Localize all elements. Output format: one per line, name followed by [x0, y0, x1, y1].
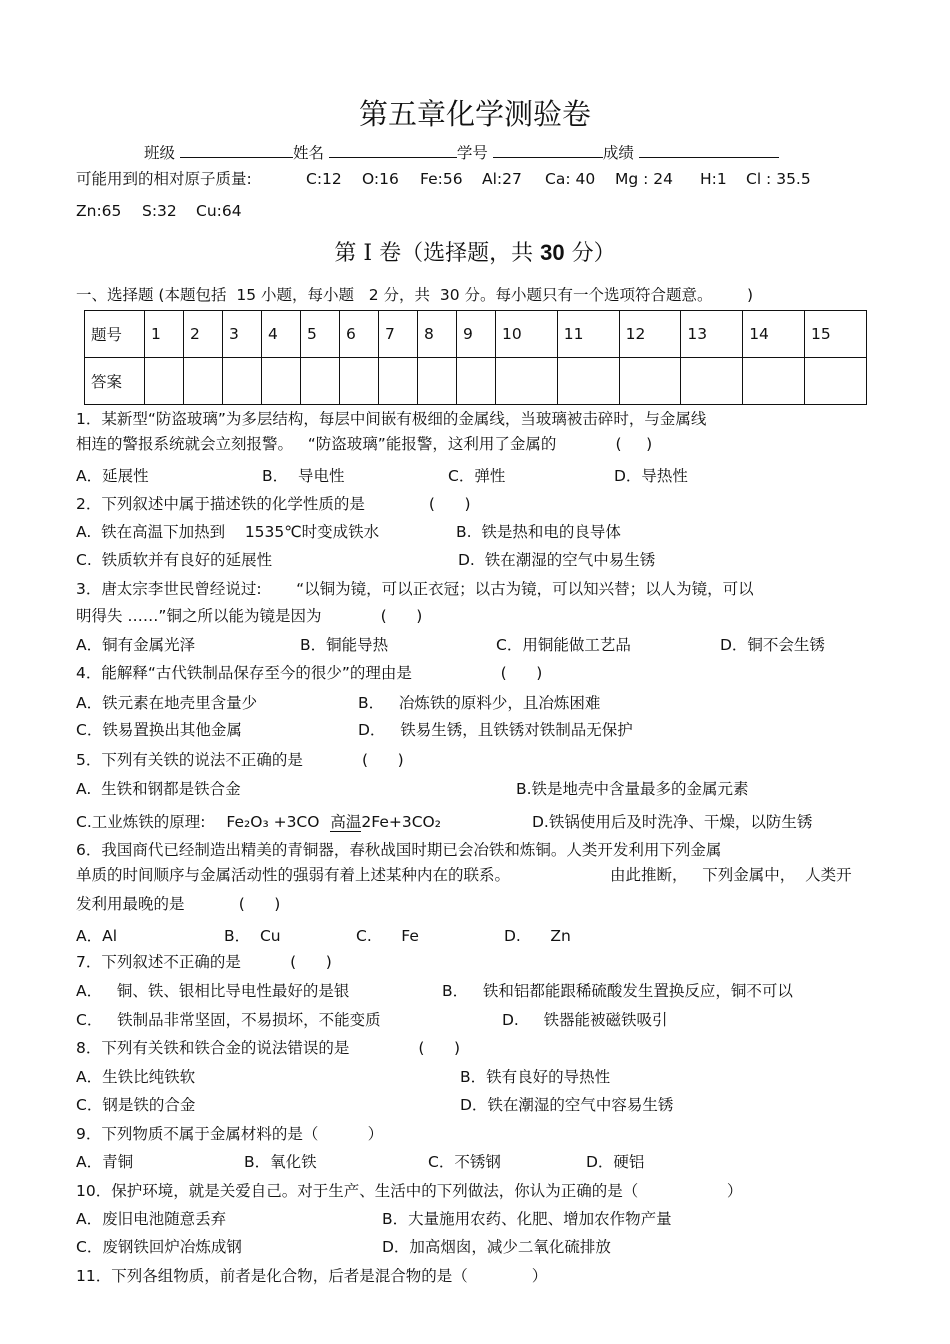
- q7-option-a[interactable]: A． 铜、铁、银相比导电性最好的是银: [76, 982, 350, 1000]
- q3-option-c[interactable]: C．用铜能做工艺品: [496, 636, 631, 654]
- question-number-cell: 6: [340, 311, 379, 358]
- q4-stem: 4．能解释“古代铁制品保存至今的很少”的理由是 ( ): [76, 664, 543, 682]
- q5-option-b[interactable]: B.铁是地壳中含量最多的金属元素: [516, 780, 749, 798]
- header-fields: [144, 142, 779, 163]
- q4-option-b[interactable]: B． 冶炼铁的原料少，且冶炼困难: [358, 694, 601, 712]
- q9-option-b[interactable]: B．氧化铁: [244, 1153, 317, 1171]
- row-label-answer: 答案: [85, 358, 145, 405]
- id-blank[interactable]: [493, 142, 603, 158]
- answer-cell[interactable]: [301, 358, 340, 405]
- row-label-number: 题号: [85, 311, 145, 358]
- q8-option-d[interactable]: D．铁在潮湿的空气中容易生锈: [460, 1096, 674, 1114]
- answer-cell[interactable]: [619, 358, 681, 405]
- q4-option-d[interactable]: D． 铁易生锈，且铁锈对铁制品无保护: [358, 721, 633, 739]
- q6-stem-line2a: 单质的时间顺序与金属活动性的强弱有着上述某种内在的联系。: [76, 866, 511, 884]
- q1-option-a[interactable]: A．延展性: [76, 467, 149, 485]
- atomic-mass-o: O:16: [362, 170, 399, 188]
- q11-stem: 11．下列各组物质，前者是化合物，后者是混合物的是（ ）: [76, 1267, 548, 1285]
- part1-points: 30: [540, 240, 565, 265]
- q5-option-d[interactable]: D.铁锅使用后及时洗净、干燥，以防生锈: [532, 813, 813, 831]
- q6-option-b[interactable]: B． Cu: [224, 927, 281, 945]
- question-number-cell: 4: [262, 311, 301, 358]
- q7-stem: 7．下列叙述不正确的是 ( ): [76, 953, 332, 971]
- question-number-cell: 1: [145, 311, 184, 358]
- q3-option-b[interactable]: B．铜能导热: [300, 636, 389, 654]
- q8-stem: 8．下列有关铁和铁合金的说法错误的是 ( ): [76, 1039, 460, 1057]
- question-number-cell: 10: [496, 311, 558, 358]
- q10-stem: 10．保护环境，就是关爱自己。对于生产、生活中的下列做法，你认为正确的是（ ）: [76, 1182, 743, 1200]
- answer-cell[interactable]: [496, 358, 558, 405]
- q6-stem-line3: 发利用最晚的是 ( ): [76, 895, 281, 913]
- score-label: 成绩: [602, 144, 634, 162]
- q10-option-c[interactable]: C．废钢铁回炉冶炼成钢: [76, 1238, 242, 1256]
- q5-option-a[interactable]: A. 生铁和钢都是铁合金: [76, 780, 241, 798]
- answer-cell[interactable]: [457, 358, 496, 405]
- answer-cell[interactable]: [145, 358, 184, 405]
- q1-stem-line2: 相连的警报系统就会立刻报警。 “防盗玻璃”能报警，这利用了金属的 ( ): [76, 435, 653, 453]
- question-number-cell: 11: [557, 311, 619, 358]
- q1-option-c[interactable]: C．弹性: [448, 467, 506, 485]
- q2-stem: 2．下列叙述中属于描述铁的化学性质的是 ( ): [76, 495, 471, 513]
- part1-title: [0, 236, 950, 267]
- atomic-mass-al: Al:27: [482, 170, 522, 188]
- answer-cell[interactable]: [804, 358, 866, 405]
- answer-cell[interactable]: [743, 358, 805, 405]
- question-number-cell: 15: [804, 311, 866, 358]
- q10-option-b[interactable]: B．大量施用农药、化肥、增加农作物产量: [382, 1210, 672, 1228]
- q3-stem-line2: 明得失 ……”铜之所以能为镜是因为 ( ): [76, 607, 423, 625]
- score-blank[interactable]: [639, 142, 779, 158]
- answer-cell[interactable]: [418, 358, 457, 405]
- class-blank[interactable]: [180, 142, 293, 158]
- table-row-numbers: [85, 311, 867, 358]
- part1-prefix: 第 I 卷（选择题，共: [334, 241, 534, 266]
- q3-option-a[interactable]: A．铜有金属光泽: [76, 636, 196, 654]
- q9-option-c[interactable]: C．不锈钢: [428, 1153, 501, 1171]
- section1-heading: 一、选择题 (本题包括 15 小题，每小题 2 分，共 30 分。每小题只有一个选项符合题意。 ): [76, 286, 754, 304]
- page-title: 第五章化学测验卷: [358, 97, 591, 131]
- q6-stem-line2b: 由此推断， 下列金属中， 人类开: [610, 866, 852, 884]
- q9-stem: 9．下列物质不属于金属材料的是（ ）: [76, 1125, 384, 1143]
- answer-cell[interactable]: [379, 358, 418, 405]
- question-number-cell: 3: [223, 311, 262, 358]
- question-number-cell: 13: [681, 311, 743, 358]
- question-number-cell: 7: [379, 311, 418, 358]
- question-number-cell: 2: [184, 311, 223, 358]
- q4-option-c[interactable]: C．铁易置换出其他金属: [76, 721, 242, 739]
- q7-option-d[interactable]: D. 铁器能被磁铁吸引: [502, 1011, 668, 1029]
- answer-cell[interactable]: [340, 358, 379, 405]
- atomic-mass-h: H:1: [700, 170, 727, 188]
- q5-equation-condition: 高温: [330, 813, 362, 831]
- atomic-mass-mg: Mg : 24: [615, 170, 674, 188]
- table-row-answers: [85, 358, 867, 405]
- id-label: 学号: [456, 144, 488, 162]
- q7-option-b[interactable]: B． 铁和铝都能跟稀硫酸发生置换反应，铜不可以: [442, 982, 793, 1000]
- q1-stem-line1: 1．某新型“防盗玻璃”为多层结构，每层中间嵌有极细的金属线，当玻璃被击碎时，与金属线: [76, 410, 707, 428]
- name-blank[interactable]: [329, 142, 457, 158]
- q10-option-d[interactable]: D．加高烟囱，减少二氧化硫排放: [382, 1238, 611, 1256]
- q9-option-a[interactable]: A．青铜: [76, 1153, 134, 1171]
- q2-option-c[interactable]: C. 铁质软并有良好的延展性: [76, 551, 273, 569]
- class-label: 班级: [144, 144, 176, 162]
- q8-option-b[interactable]: B．铁有良好的导热性: [460, 1068, 611, 1086]
- q6-option-a[interactable]: A．Al: [76, 927, 118, 945]
- q5-option-c-label: C.工业炼铁的原理:: [76, 813, 206, 831]
- q2-option-d[interactable]: D. 铁在潮湿的空气中易生锈: [458, 551, 656, 569]
- atomic-mass-fe: Fe:56: [420, 170, 463, 188]
- q10-option-a[interactable]: A．废旧电池随意丢弃: [76, 1210, 227, 1228]
- q2-option-b[interactable]: B. 铁是热和电的良导体: [456, 523, 621, 541]
- q7-option-c[interactable]: C． 铁制品非常坚固，不易损坏，不能变质: [76, 1011, 381, 1029]
- answer-cell[interactable]: [223, 358, 262, 405]
- name-label: 姓名: [292, 144, 324, 162]
- q1-option-d[interactable]: D．导热性: [614, 467, 688, 485]
- question-number-cell: 8: [418, 311, 457, 358]
- q5-equation-left: Fe₂O₃ +3CO: [226, 813, 320, 831]
- q4-option-a[interactable]: A．铁元素在地壳里含量少: [76, 694, 258, 712]
- q2-option-a[interactable]: A. 铁在高温下加热到 1535℃时变成铁水: [76, 523, 380, 541]
- q1-option-b[interactable]: B． 导电性: [262, 467, 345, 485]
- answer-table: [84, 310, 867, 405]
- q3-stem-line1: 3．唐太宗李世民曾经说过: “以铜为镜，可以正衣冠；以古为镜，可以知兴替；以人为镜，可以: [76, 580, 754, 598]
- answer-cell[interactable]: [262, 358, 301, 405]
- atomic-mass-ca: Ca: 40: [545, 170, 596, 188]
- question-number-cell: 5: [301, 311, 340, 358]
- question-number-cell: 9: [457, 311, 496, 358]
- atomic-mass-cu: Cu:64: [196, 202, 242, 220]
- q5-option-c[interactable]: [76, 812, 441, 832]
- question-number-cell: 12: [619, 311, 681, 358]
- q8-option-c[interactable]: C．钢是铁的合金: [76, 1096, 196, 1114]
- answer-cell[interactable]: [681, 358, 743, 405]
- q5-equation-right: 2Fe+3CO₂: [361, 813, 441, 831]
- q9-option-d[interactable]: D．硬铝: [586, 1153, 645, 1171]
- atomic-mass-cl: Cl : 35.5: [746, 170, 811, 188]
- q6-stem-line1: 6．我国商代已经制造出精美的青铜器，春秋战国时期已会冶铁和炼铜。人类开发利用下列金属: [76, 841, 722, 859]
- question-number-cell: 14: [743, 311, 805, 358]
- q6-option-c[interactable]: C. Fe: [356, 927, 419, 945]
- q8-option-a[interactable]: A．生铁比纯铁软: [76, 1068, 196, 1086]
- atomic-mass-zn: Zn:65: [76, 202, 122, 220]
- answer-cell[interactable]: [557, 358, 619, 405]
- q6-option-d[interactable]: D. Zn: [504, 927, 571, 945]
- atomic-mass-c: C:12: [306, 170, 342, 188]
- q3-option-d[interactable]: D．铜不会生锈: [720, 636, 825, 654]
- atomic-mass-s: S:32: [142, 202, 177, 220]
- q5-stem: 5．下列有关铁的说法不正确的是 ( ): [76, 751, 404, 769]
- part1-suffix: 分）: [571, 241, 616, 266]
- answer-cell[interactable]: [184, 358, 223, 405]
- atomic-mass-label: 可能用到的相对原子质量:: [76, 170, 252, 188]
